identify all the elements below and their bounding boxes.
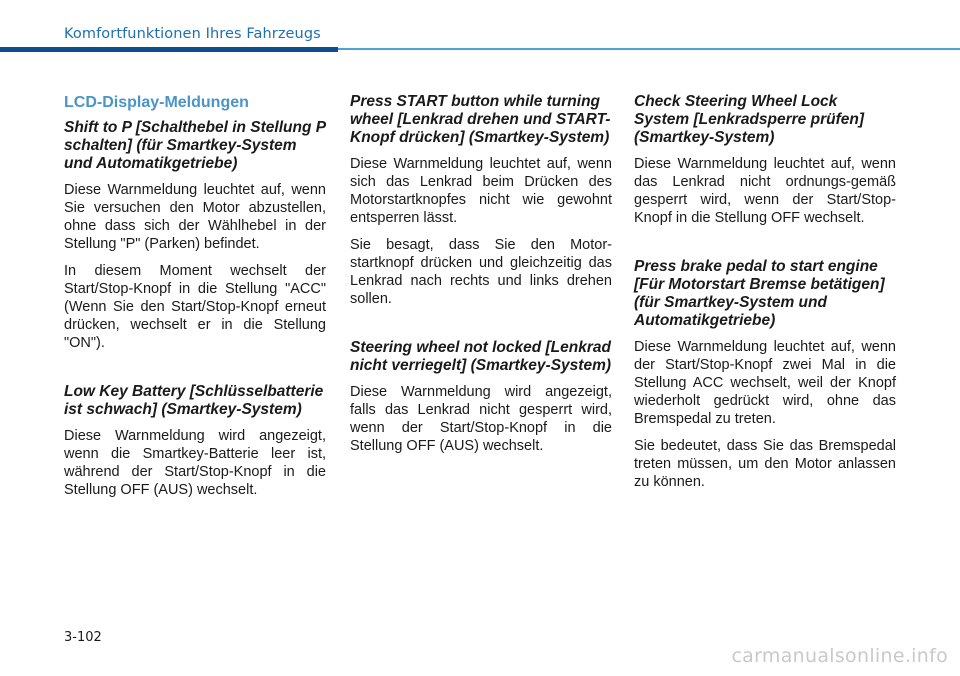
column-2 — [350, 93, 612, 464]
paragraph: Sie bedeutet, dass Sie das Bremspedal treten müssen, um den Motor anlassen zu können. — [634, 438, 896, 490]
column-3 — [634, 93, 896, 500]
paragraph: Diese Warnmeldung wird angezeigt, wenn die Smartkey-Batterie leer ist, während der Start/Stop-Knopf in die Stellung OFF (AUS) wechselt. — [64, 428, 326, 498]
header-bar-light — [338, 48, 960, 50]
paragraph: In diesem Moment wechselt der Start/Stop-Knopf in die Stellung "ACC" (Wenn Sie den Start/Stop-Knopf erneut drücken, wechselt er in die Stellung "ON"). — [64, 263, 326, 351]
heading-low-key-battery: Low Key Battery [Schlüsselbatterie ist schwach] (Smartkey-System) — [64, 383, 324, 418]
page-header-title: Komfortfunktionen Ihres Fahrzeugs — [64, 26, 321, 42]
paragraph: Diese Warnmeldung leuchtet auf, wenn das Lenkrad nicht ordnungs-gemäß gesperrt wird, wenn der Start/Stop-Knopf in die Stellung OFF wechselt. — [634, 156, 896, 226]
paragraph: Diese Warnmeldung leuchtet auf, wenn sich das Lenkrad beim Drücken des Motorstartknopfes nicht wie gewohnt entsperren lässt. — [350, 156, 612, 226]
column-1 — [64, 93, 326, 508]
paragraph: Diese Warnmeldung leuchtet auf, wenn Sie versuchen den Motor abzustellen, ohne dass sich der Wählhebel in der Stellung "P" (Parken) befindet. — [64, 182, 326, 252]
watermark: carmanualsonline.info — [731, 645, 948, 667]
heading-check-steering-wheel-lock: Check Steering Wheel Lock System [Lenkradsperre prüfen] (Smartkey-System) — [634, 93, 864, 146]
heading-steering-wheel-not-locked: Steering wheel not locked [Lenkrad nicht verriegelt] (Smartkey-System) — [350, 339, 612, 374]
section-title: LCD-Display-Meldungen — [64, 94, 249, 111]
header-bar-dark — [0, 47, 338, 52]
heading-shift-to-p: Shift to P [Schalthebel in Stellung P schalten] (für Smartkey-System und Automatikgetriebe) — [64, 119, 326, 172]
heading-press-brake-pedal: Press brake pedal to start engine [Für Motorstart Bremse betätigen] (für Smartkey-System und Automatikgetriebe) — [634, 258, 885, 329]
paragraph: Diese Warnmeldung leuchtet auf, wenn der Start/Stop-Knopf zwei Mal in die Stellung ACC wechselt, weil der Knopf wiederholt gedrückt wird, ohne das Bremspedal zu treten. — [634, 339, 896, 427]
page-number: 3-102 — [64, 630, 102, 645]
paragraph: Diese Warnmeldung wird angezeigt, falls das Lenkrad nicht gesperrt wird, wenn der Start/Stop-Knopf in die Stellung OFF (AUS) wechselt. — [350, 384, 612, 454]
heading-press-start-button: Press START button while turning wheel [Lenkrad drehen und START-Knopf drücken] (Smartkey-System) — [350, 93, 611, 146]
paragraph: Sie besagt, dass Sie den Motor-startknopf drücken und gleichzeitig das Lenkrad nach rechts und links drehen sollen. — [350, 237, 612, 307]
